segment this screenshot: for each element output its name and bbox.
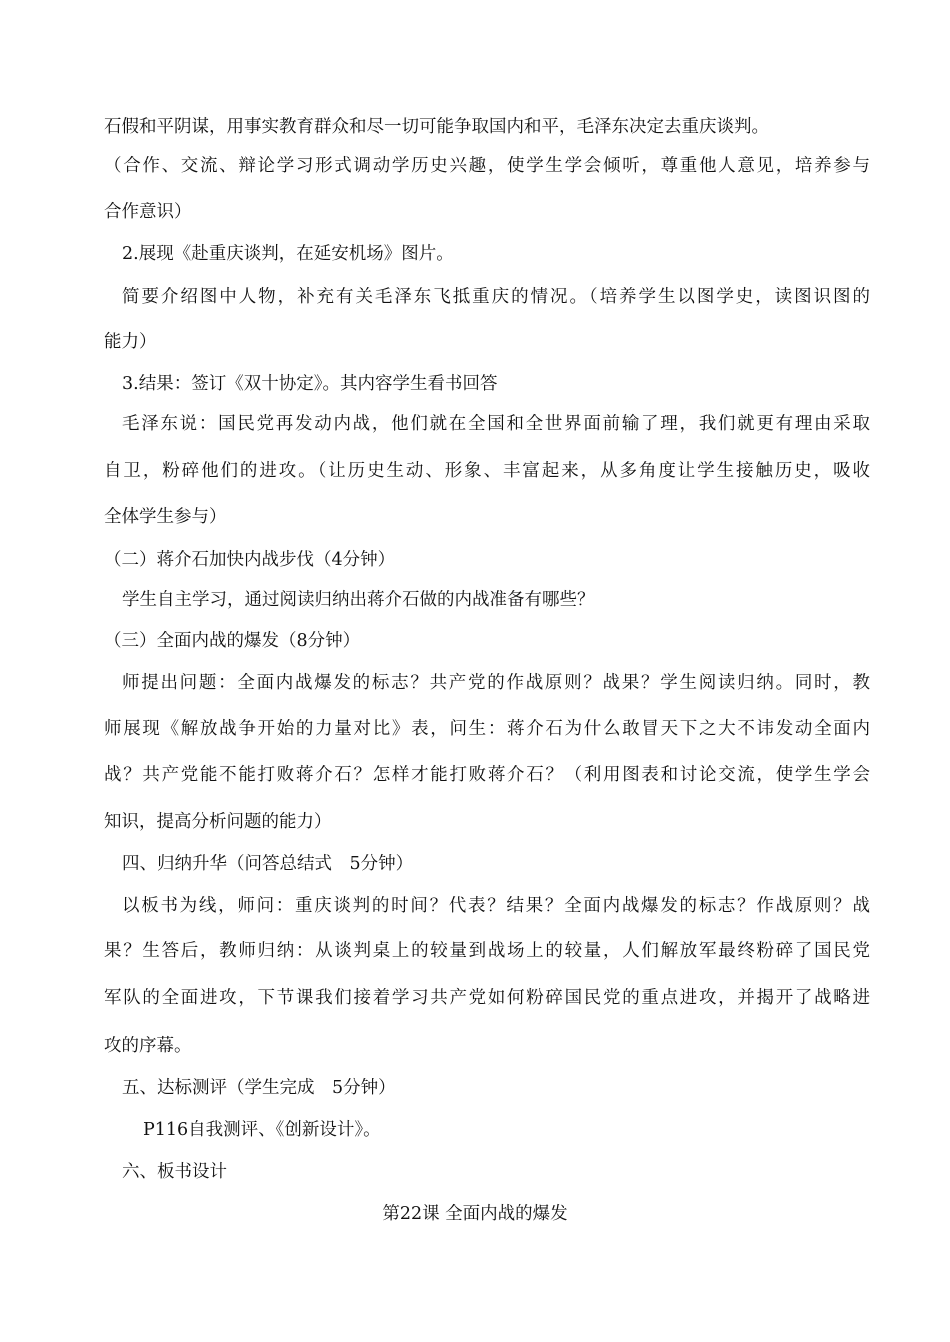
paragraph-line: 能力） [104, 332, 157, 352]
paragraph-line: 2.展现《赴重庆谈判，在延安机场》图片。 [122, 244, 454, 264]
paragraph-line: 师展现《解放战争开始的力量对比》表，问生：蒋介石为什么敢冒天下之大不讳发动全面内 [104, 719, 870, 739]
paragraph-line: 简要介绍图中人物，补充有关毛泽东飞抵重庆的情况。（培养学生以图学史，读图识图的 [122, 287, 870, 307]
paragraph-line: （合作、交流、辩论学习形式调动学历史兴趣，使学生学会倾听，尊重他人意见，培养参与 [104, 156, 870, 176]
section-heading: 四、归纳升华（问答总结式 5分钟） [122, 854, 414, 874]
paragraph-line: 师提出问题：全面内战爆发的标志？共产党的作战原则？战果？学生阅读归纳。同时，教 [122, 673, 870, 693]
section-heading: 五、达标测评（学生完成 5分钟） [122, 1078, 396, 1098]
paragraph-line: 自卫，粉碎他们的进攻。（让历史生动、形象、丰富起来，从多角度让学生接触历史，吸收 [104, 461, 870, 481]
section-heading: （二）蒋介石加快内战步伐（4分钟） [104, 550, 396, 570]
paragraph-line: 学生自主学习，通过阅读归纳出蒋介石做的内战准备有哪些？ [122, 590, 595, 610]
section-heading: （三）全面内战的爆发（8分钟） [104, 631, 361, 651]
board-title: 第22课 全面内战的爆发 [382, 1204, 568, 1224]
paragraph-line: 石假和平阴谋，用事实教育群众和尽一切可能争取国内和平，毛泽东决定去重庆谈判。 [104, 117, 769, 137]
paragraph-line: 攻的序幕。 [104, 1036, 192, 1056]
paragraph-line: 全体学生参与） [104, 507, 227, 527]
paragraph-line: 以板书为线，师问：重庆谈判的时间？代表？结果？全面内战爆发的标志？作战原则？战 [122, 896, 870, 916]
paragraph-line: 军队的全面进攻，下节课我们接着学习共产党如何粉碎国民党的重点进攻，并揭开了战略进 [104, 988, 870, 1008]
section-heading: 六、板书设计 [122, 1162, 227, 1182]
paragraph-line: 知识，提高分析问题的能力） [104, 812, 332, 832]
paragraph-line: 果？生答后，教师归纳：从谈判桌上的较量到战场上的较量，人们解放军最终粉碎了国民党 [104, 941, 870, 961]
paragraph-line: 毛泽东说：国民党再发动内战，他们就在全国和全世界面前输了理，我们就更有理由采取 [122, 414, 870, 434]
paragraph-line: 战？共产党能不能打败蒋介石？怎样才能打败蒋介石？（利用图表和讨论交流，使学生学会 [104, 765, 870, 785]
paragraph-line: 3.结果：签订《双十协定》。其内容学生看书回答 [122, 374, 498, 394]
paragraph-line: 合作意识） [104, 202, 192, 222]
paragraph-line: P116自我测评、《创新设计》。 [143, 1120, 381, 1140]
